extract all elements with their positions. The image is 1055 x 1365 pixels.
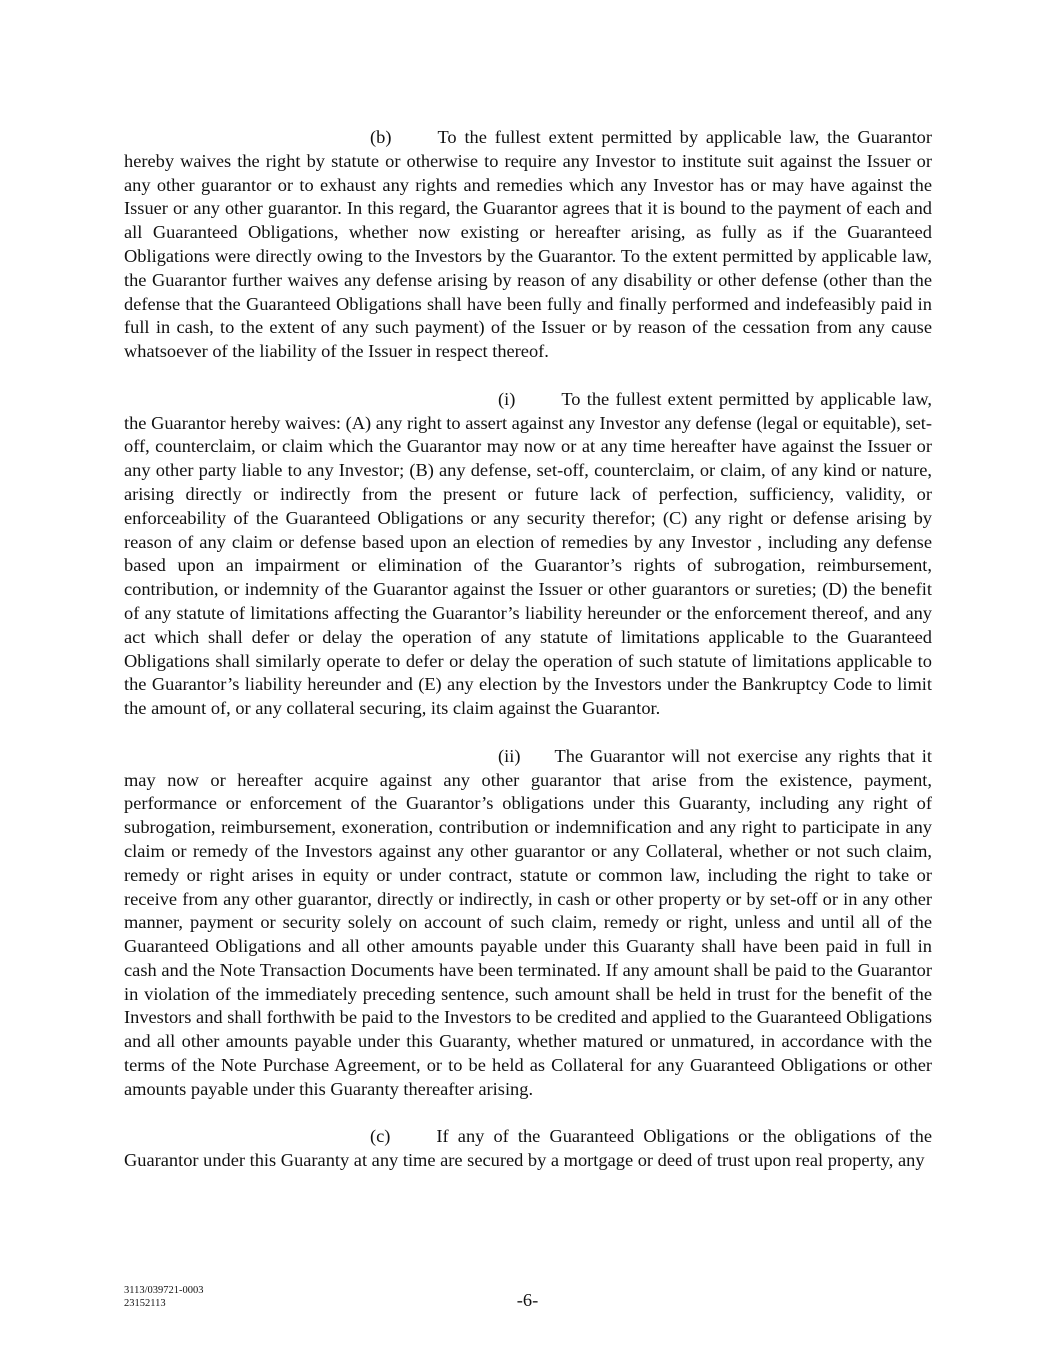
paragraph-ii [124,745,932,1102]
document-body [124,126,932,1197]
paragraph-text-b: To the fullest extent permitted by applicable law, the Guarantor hereby waives the right by statute or otherwise to require any Investor to institute suit against the Issuer or any other guarantor or to exhaust any rights and remedies which any Investor has or may have against the Issuer or any other guarantor. In this regard, the Guarantor agrees that it is bound to the payment of each and all Guaranteed Obligations, whether now existing or hereafter arising, as fully as if the Guaranteed Obligations were directly owing to the Investors by the Guarantor. To the extent permitted by applicable law, the Guarantor further waives any defense arising by reason of any disability or other defense (other than the defense that the Guaranteed Obligations shall have been fully and finally performed and indefeasibly paid in full in cash, to the extent of any such payment) of the Issuer or by reason of the cessation from any cause whatsoever of the liability of the Issuer in respect thereof. [124,127,932,362]
paragraph-text-ii: The Guarantor will not exercise any rights that it may now or hereafter acquire against any other guarantor that arise from the existence, payment, performance or enforcement of the Guarantor’s obligations under this Guaranty, including any right of subrogation, reimbursement, exoneration, contribution or indemnification and any right to participate in any claim or remedy of the Investors against any other guarantor or any Collateral, whether or not such claim, remedy or right arises in equity or under contract, statute or common law, including the right to take or receive from any other guarantor, directly or indirectly, in cash or other property or by set-off or in any other manner, payment or security solely on account of such claim, remedy or right, unless and until all of the Guaranteed Obligations and all other amounts payable under this Guaranty shall have been paid in full in cash and the Note Transaction Documents have been terminated. If any amount shall be paid to the Guarantor in violation of the immediately preceding sentence, such amount shall be held in trust for the benefit of the Investors and shall forthwith be paid to the Investors to be credited and applied to the Guaranteed Obligations and all other amounts payable under this Guaranty, whether matured or unmatured, in accordance with the terms of the Note Purchase Agreement, or to be held as Collateral for any Guaranteed Obligations or other amounts payable under this Guaranty thereafter arising. [124,745,932,1099]
paragraph-i [124,388,932,721]
footer-code-line-1: 3113/039721-0003 [124,1285,204,1296]
paragraph-marker-i: (i) [498,388,516,409]
paragraph-b [124,126,932,364]
paragraph-text-i: To the fullest extent permitted by applicable law, the Guarantor hereby waives: (A) any right to assert against any Investor any defense (legal or equitable), set-off, counterclaim, or claim which the Guarantor may now or at any time hereafter have against the Issuer or any other party liable to any Investor; (B) any defense, set-off, counterclaim, or claim, of any kind or nature, arising directly or indirectly from the present or future lack of perfection, sufficiency, validity, or enforceability of the Guaranteed Obligations or any security therefor; (C) any right or defense arising by reason of any claim or defense based upon an election of remedies by any Investor , including any defense based upon an impairment or elimination of the Guarantor’s rights of subrogation, reimbursement, contribution, or indemnity of the Guarantor against the Issuer or other guarantors or sureties; (D) the benefit of any statute of limitations affecting the Guarantor’s liability hereunder or the enforcement thereof, and any act which shall defer or delay the operation of any statute of limitations applicable to the Guaranteed Obligations shall similarly operate to defer or delay the operation of such statute of limitations applicable to the Guarantor’s liability hereunder and (E) any election by the Investors under the Bankruptcy Code to limit the amount of, or any collateral securing, its claim against the Guarantor. [124,388,932,719]
footer-code-line-2: 23152113 [124,1298,166,1309]
page-number: -6- [516,1290,539,1310]
paragraph-marker-b: (b) [370,127,392,147]
paragraph-marker-ii: (ii) [498,745,521,766]
paragraph-c [124,1125,932,1173]
paragraph-marker-c: (c) [370,1126,391,1147]
paragraph-text-c: If any of the Guaranteed Obligations or the obligations of the Guarantor under this Guaranty at any time are secured by a mortgage or deed of trust upon real property, any [124,1126,932,1171]
